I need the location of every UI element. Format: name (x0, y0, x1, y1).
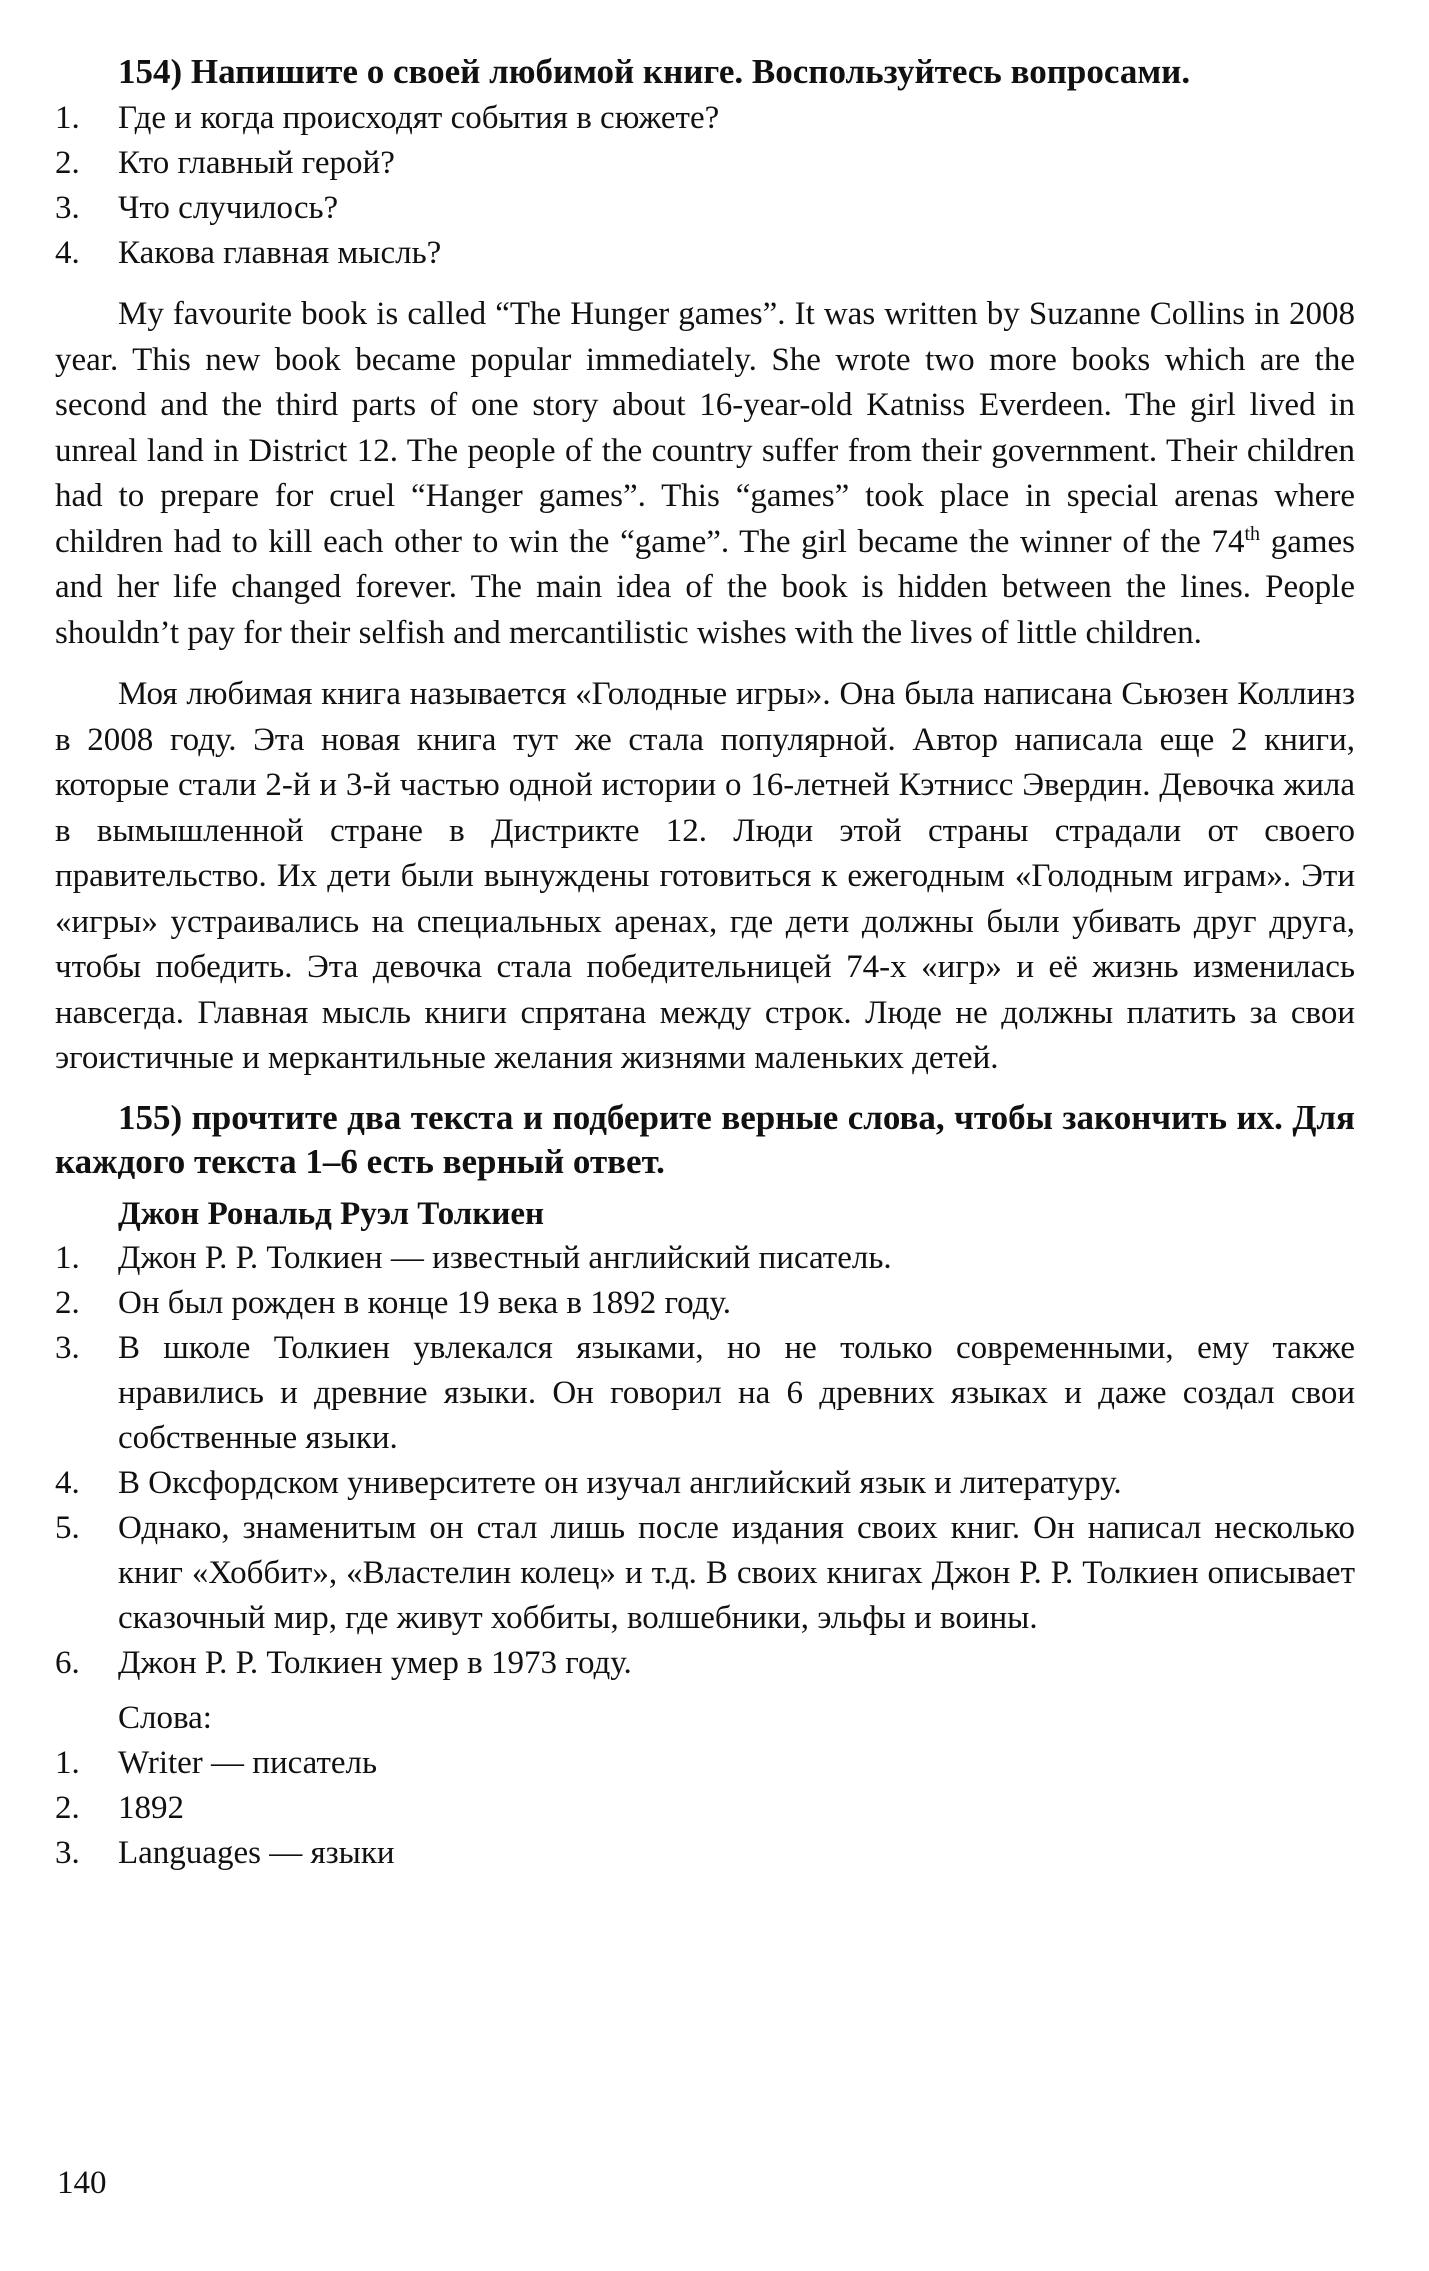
word-item: 1. Writer — писатель (55, 1744, 378, 1781)
words-list (55, 1741, 1355, 1876)
text-item: 3. В школе Толкиен увлекался языками, но не только современными, ему также нравились и древние языки. Он говорил на 6 древних языках и даже создал свои собственные языки. (55, 1329, 1355, 1456)
task-154-questions (55, 96, 1355, 276)
word-item: 2. 1892 (55, 1789, 184, 1826)
text-item: 5. Однако, знаменитым он стал лишь после издания своих книг. Он написал несколько книг «Хоббит», «Властелин колец» и т.д. В своих книгах Джон Р. Р. Толкиен описывает сказочный мир, где живут хоббиты, волшебники, эльфы и воины. (55, 1509, 1355, 1636)
text-item: 1. Джон Р. Р. Толкиен — известный английский писатель. (55, 1239, 892, 1276)
page-number: 140 (57, 2165, 107, 2201)
task-154-title: 154) Напишите о своей любимой книге. Воспользуйтесь вопросами. (118, 52, 1191, 91)
words-label: Слова: (118, 1699, 212, 1736)
question-item: 2. Кто главный герой? (55, 145, 395, 181)
word-item: 3. Languages — языки (55, 1834, 395, 1871)
text-item: 2. Он был рожден в конце 19 века в 1892 году. (55, 1284, 731, 1321)
question-item: 3. Что случилось? (55, 190, 339, 226)
task-155-items (55, 1236, 1355, 1686)
english-essay: My favourite book is called “The Hunger games”. It was written by Suzanne Collins in 2008 year. This new book became popular immediately. She wrote two more books which are the second and the third parts of one story about 16-year-old Katniss Everdeen. The girl lived in unreal land in District 12. The people of the country suffer from their government. Their children had to prepare for cruel “Hanger games”. This “games” took place in special arenas where children had to kill each other to win the “game”. The girl became the winner of the 74th games and her life changed forever. The main idea of the book is hidden between the lines. People shouldn’t pay for their selfish and mercantilistic wishes with the lives of little children. (55, 296, 1355, 651)
question-item: 4. Какова главная мысль? (55, 235, 442, 271)
text-item: 6. Джон Р. Р. Толкиен умер в 1973 году. (55, 1644, 632, 1681)
text-subheading: Джон Рональд Руэл Толкиен (118, 1195, 545, 1232)
text-item: 4. В Оксфордском университете он изучал английский язык и литературу. (55, 1464, 1122, 1501)
russian-translation: Моя любимая книга называется «Голодные игры». Она была написана Сьюзен Коллинз в 2008 году. Эта новая книга тут же стала популярной. Автор написала еще 2 книги, которые стали 2-й и 3-й частью одной истории о 16-летней Кэтнисс Эвердин. Девочка жила в вымышленной стране в Дистрикте 12. Люди этой страны страдали от своего правительство. Их дети были вынуждены готовиться к ежегодным «Голодным играм». Эти «игры» устраивались на специальных аренах, где дети должны были убивать друг друга, чтобы победить. Эта девочка стала победительницей 74-х «игр» и её жизнь изменилась навсегда. Главная мысль книги спрятана между строк. Люде не должны платить за свои эгоистичные и меркантильные желания жизнями маленьких детей. (55, 676, 1355, 1076)
question-item: 1. Где и когда происходят события в сюжете? (55, 100, 720, 136)
textbook-page (55, 50, 1355, 1876)
task-155-title: 155) прочтите два текста и подберите верные слова, чтобы закончить их. Для каждого текста 1–6 есть верный ответ. (55, 1097, 1355, 1181)
